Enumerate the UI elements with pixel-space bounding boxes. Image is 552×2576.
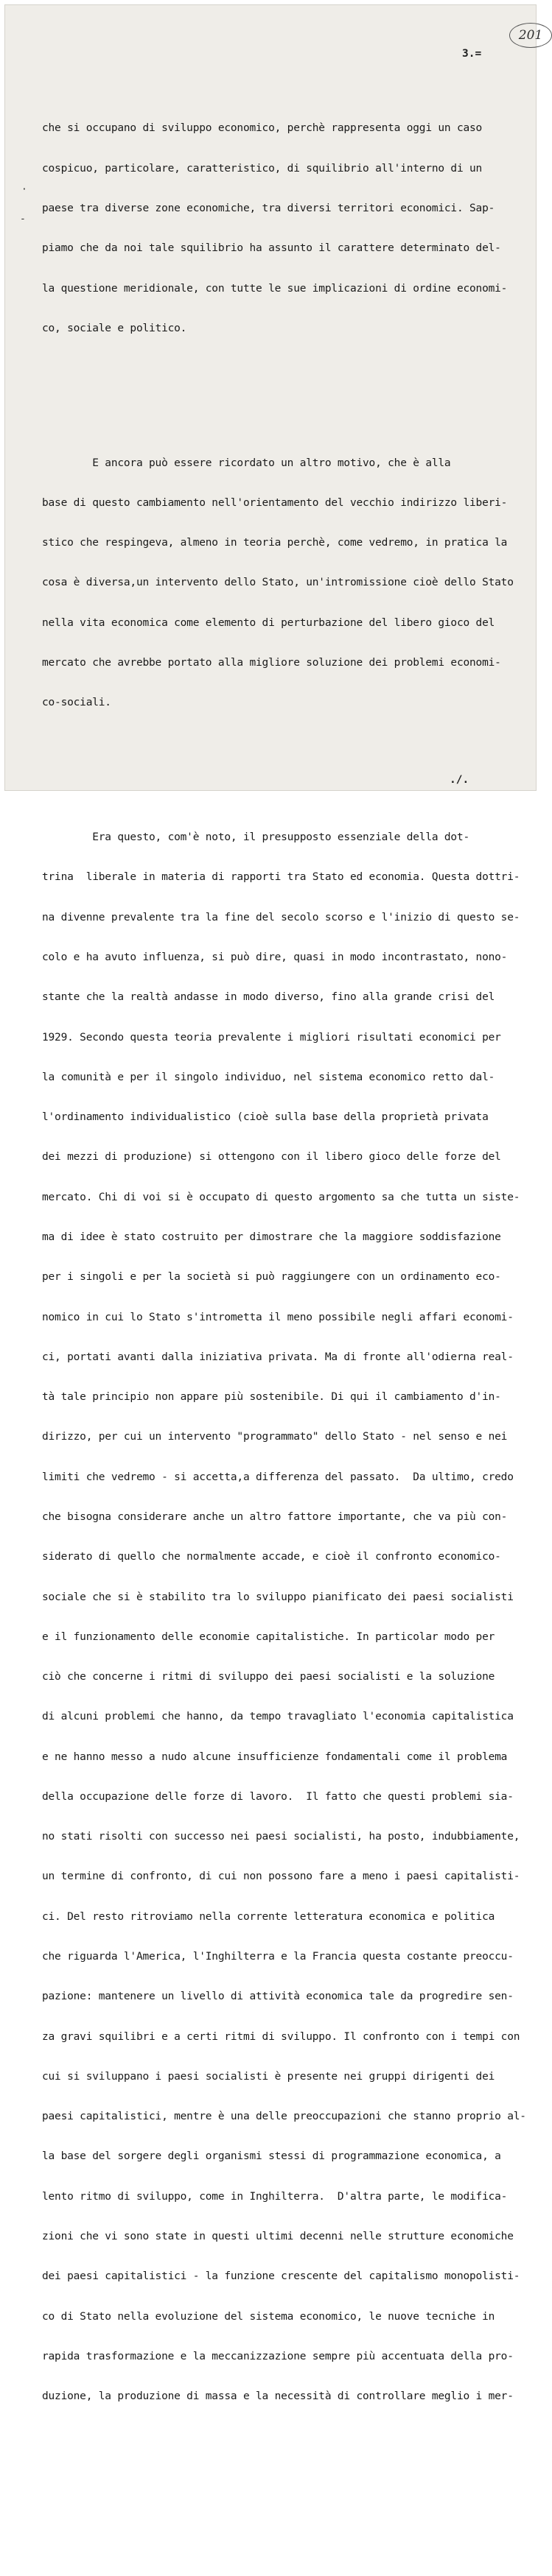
text-line: dei mezzi di produzione) si ottengono con il libero gioco delle forze del bbox=[42, 1151, 501, 1164]
text-line: pazione: mantenere un livello di attività economica tale da progredire sen- bbox=[42, 1991, 514, 2003]
margin-mark: - bbox=[20, 214, 26, 225]
text-line bbox=[42, 2429, 528, 2443]
text-line: paesi capitalistici, mentre è una delle preoccupazioni che stanno proprio al- bbox=[42, 2111, 526, 2123]
text-line: un termine di confronto, di cui non possono fare a meno i paesi capitalisti- bbox=[42, 1871, 520, 1883]
text-line: e ne hanno messo a nudo alcune insufficienze fondamentali come il problema bbox=[42, 1750, 508, 1763]
text-line bbox=[42, 2470, 528, 2483]
text-line: co di Stato nella evoluzione del sistema economico, le nuove tecniche in bbox=[42, 2310, 495, 2323]
text-line: trina liberale in materia di rapporti tra Stato ed economia. Questa dottri- bbox=[42, 871, 520, 884]
text-line: la base del sorgere degli organismi stessi di programmazione economica, a bbox=[42, 2150, 501, 2163]
text-line: co-sociali. bbox=[42, 697, 111, 709]
text-line: ciò che concerne i ritmi di sviluppo dei paesi socialisti e la soluzione bbox=[42, 1671, 495, 1683]
text-line: per i singoli e per la società si può raggiungere con un ordinamento eco- bbox=[42, 1271, 501, 1284]
text-line: nomico in cui lo Stato s'intrometta il meno possibile negli affari economi- bbox=[42, 1311, 514, 1323]
text-line: dirizzo, per cui un intervento "programmato" dello Stato - nel senso e nei bbox=[42, 1431, 508, 1443]
text-line: l'ordinamento individualistico (cioè sulla base della proprietà privata bbox=[42, 1111, 489, 1124]
text-line: co, sociale e politico. bbox=[42, 322, 187, 334]
text-line: stico che respingeva, almeno in teoria perchè, come vedremo, in pratica la bbox=[42, 537, 508, 549]
text-line: cospicuo, particolare, caratteristico, di squilibrio all'interno di un bbox=[42, 162, 483, 175]
text-line: che si occupano di sviluppo economico, perchè rappresenta oggi un caso bbox=[42, 122, 483, 135]
text-line: che bisogna considerare anche un altro fattore importante, che va più con- bbox=[42, 1510, 508, 1523]
text-line: di alcuni problemi che hanno, da tempo travagliato l'economia capitalistica bbox=[42, 1711, 514, 1723]
text-line: dei paesi capitalistici - la funzione crescente del capitalismo monopolisti- bbox=[42, 2270, 520, 2283]
paragraph-2 bbox=[42, 429, 528, 736]
text-line: e il funzionamento delle economie capitalistiche. In particolar modo per bbox=[42, 1630, 495, 1643]
text-line: stante che la realtà andasse in modo diverso, fino alla grande crisi del bbox=[42, 991, 495, 1004]
text-line: zioni che vi sono state in questi ultimi decenni nelle strutture economiche bbox=[42, 2231, 514, 2242]
text-line: limiti che vedremo - si accetta,a differenza del passato. Da ultimo, credo bbox=[42, 1471, 514, 1483]
text-line: za gravi squilibri e a certi ritmi di sviluppo. Il confronto con i tempi con bbox=[42, 2030, 520, 2043]
text-line: lento ritmo di sviluppo, come in Inghilterra. D'altra parte, le modifica- bbox=[42, 2190, 508, 2203]
text-line: Era questo, com'è noto, il presupposto essenziale della dot- bbox=[42, 831, 470, 844]
body-text bbox=[42, 68, 528, 2576]
page-number: 3.= bbox=[462, 48, 482, 60]
text-line: che riguarda l'America, l'Inghilterra e la Francia questa costante preoccu- bbox=[42, 1951, 514, 1963]
text-line: duzione, la produzione di massa e la necessità di controllare meglio i mer- bbox=[42, 2390, 514, 2403]
text-line: mercato che avrebbe portato alla migliore soluzione dei problemi economi- bbox=[42, 657, 501, 669]
text-line: 1929. Secondo questa teoria prevalente i migliori risultati economici per bbox=[42, 1031, 501, 1044]
continuation-mark: ./. bbox=[450, 774, 469, 786]
text-line: della occupazione delle forze di lavoro. Il fatto che questi problemi sia- bbox=[42, 1790, 514, 1803]
text-line: mercato. Chi di voi si è occupato di questo argomento sa che tutta un siste- bbox=[42, 1191, 520, 1203]
document-page bbox=[4, 4, 543, 2403]
text-line: cosa è diversa,un intervento dello Stato, un'intromissione cioè dello Stato bbox=[42, 577, 514, 589]
text-line: ci, portati avanti dalla iniziativa privata. Ma di fronte all'odierna real- bbox=[42, 1351, 514, 1363]
text-line: rapida trasformazione e la meccanizzazione sempre più accentuata della pro- bbox=[42, 2350, 514, 2362]
text-line: ma di idee è stato costruito per dimostrare che la maggiore soddisfazione bbox=[42, 1231, 501, 1243]
text-line bbox=[42, 2510, 528, 2523]
text-line: colo e ha avuto influenza, si può dire, quasi in modo incontrastato, nono- bbox=[42, 951, 508, 963]
text-line: nella vita economica come elemento di perturbazione del libero gioco del bbox=[42, 616, 495, 629]
text-line: paese tra diverse zone economiche, tra diversi territori economici. Sap- bbox=[42, 202, 495, 214]
text-line: tà tale principio non appare più sostenibile. Di qui il cambiamento d'in- bbox=[42, 1391, 501, 1404]
paragraph-gap bbox=[42, 388, 528, 403]
text-line: cui si sviluppano i paesi socialisti è presente nei gruppi dirigenti dei bbox=[42, 2070, 495, 2083]
text-line: base di questo cambiamento nell'orientamento del vecchio indirizzo liberi- bbox=[42, 496, 508, 509]
paragraph-1 bbox=[42, 95, 528, 362]
text-line: E ancora può essere ricordato un altro motivo, che è alla bbox=[42, 457, 451, 469]
text-line: piamo che da noi tale squilibrio ha assunto il carattere determinato del- bbox=[42, 242, 501, 255]
margin-mark: · bbox=[21, 184, 27, 195]
text-line: siderato di quello che normalmente accade, e cioè il confronto economico- bbox=[42, 1551, 501, 1563]
text-line: na divenne prevalente tra la fine del secolo scorso e l'inizio di questo se- bbox=[42, 911, 520, 923]
text-line: sociale che si è stabilito tra lo sviluppo pianificato dei paesi socialisti bbox=[42, 1591, 514, 1603]
text-line: ci. Del resto ritroviamo nella corrente letteratura economica e politica bbox=[42, 1910, 495, 1923]
text-line: la comunità e per il singolo individuo, nel sistema economico retto dal- bbox=[42, 1071, 495, 1083]
paragraph-3 bbox=[42, 804, 528, 2549]
text-line: la questione meridionale, con tutte le sue implicazioni di ordine economi- bbox=[42, 282, 508, 295]
text-line: no stati risolti con successo nei paesi socialisti, ha posto, indubbiamente, bbox=[42, 1831, 520, 1843]
archive-page-stamp: 201 bbox=[509, 23, 552, 48]
